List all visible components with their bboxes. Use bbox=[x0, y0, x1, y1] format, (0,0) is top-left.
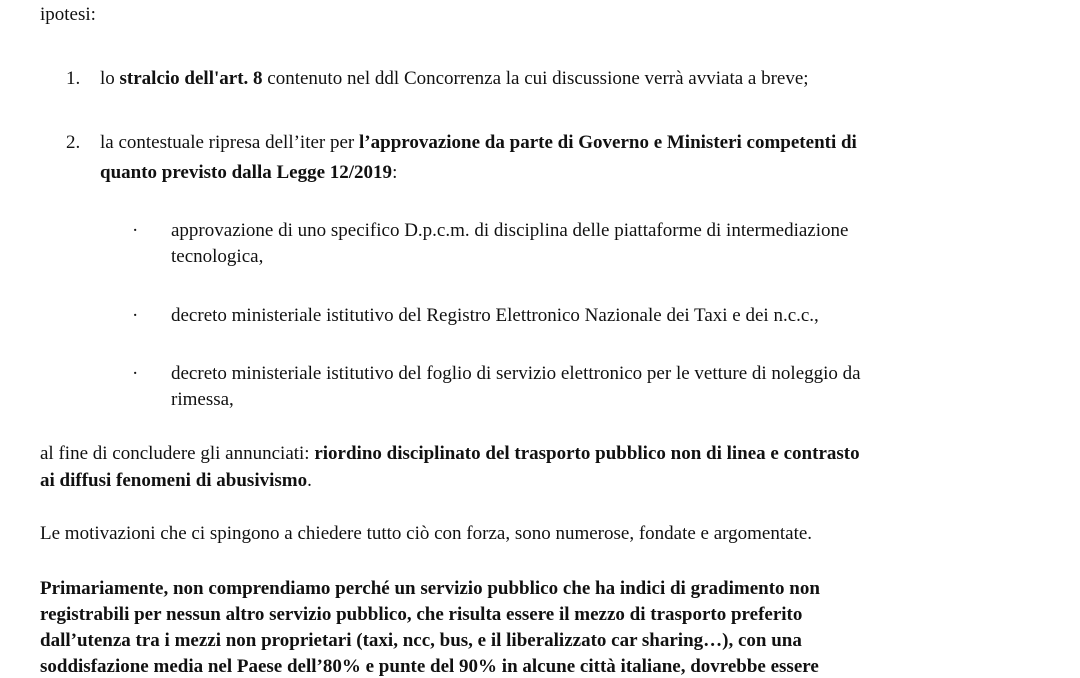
bullet-item-line: decreto ministeriale istitutivo del foglio di servizio elettronico per le vetture di noleggio da bbox=[171, 363, 861, 384]
bullet-item-line: decreto ministeriale istitutivo del Registro Elettronico Nazionale dei Taxi e dei n.c.c., bbox=[171, 305, 819, 326]
bullet-item-line: rimessa, bbox=[171, 389, 234, 410]
list-item-text: lo bbox=[100, 68, 120, 89]
bullet-item-line: approvazione di uno specifico D.p.c.m. di disciplina delle piattaforme di intermediazione bbox=[171, 220, 849, 241]
primary-paragraph-line: soddisfazione media nel Paese dell’80% e punte del 90% in alcune città italiane, dovrebbe essere bbox=[40, 656, 819, 677]
bullet-symbol: · bbox=[132, 305, 139, 326]
list-item-text: la contestuale ripresa dell’iter per bbox=[100, 132, 360, 153]
list-item-2-line-1 bbox=[100, 132, 857, 154]
primary-paragraph-line: dall’utenza tra i mezzi non proprietari (taxi, ncc, bus, e il liberalizzato car sharing…), con una bbox=[40, 630, 802, 651]
bullet-item-line: tecnologica, bbox=[171, 246, 264, 267]
bullet-symbol: · bbox=[132, 363, 139, 384]
primary-paragraph-line: Primariamente, non comprendiamo perché un servizio pubblico che ha indici di gradimento non bbox=[40, 578, 820, 599]
list-item-bold: quanto previsto dalla Legge 12/2019 bbox=[100, 162, 393, 183]
bullet-symbol: · bbox=[132, 220, 139, 241]
paragraph-bold: riordino disciplinato del trasporto pubblico non di linea e contrasto bbox=[314, 443, 860, 464]
intro-line: ipotesi: bbox=[40, 4, 96, 25]
list-item-text: : bbox=[392, 162, 398, 183]
list-number: 2. bbox=[66, 132, 81, 153]
paragraph-text: . bbox=[307, 470, 312, 491]
list-item-text: contenuto nel ddl Concorrenza la cui discussione verrà avviata a breve; bbox=[262, 68, 809, 89]
list-item-bold: stralcio dell'art. 8 bbox=[119, 68, 263, 89]
closing-line-2 bbox=[40, 470, 312, 492]
primary-paragraph-line: registrabili per nessun altro servizio pubblico, che risulta essere il mezzo di trasporto preferito bbox=[40, 604, 803, 625]
paragraph-text: al fine di concludere gli annunciati: bbox=[40, 443, 315, 464]
closing-line-1 bbox=[40, 443, 860, 465]
motivations-paragraph: Le motivazioni che ci spingono a chiedere tutto ciò con forza, sono numerose, fondate e argomentate. bbox=[40, 523, 813, 544]
paragraph-bold: ai diffusi fenomeni di abusivismo bbox=[40, 470, 308, 491]
list-item-2-line-2 bbox=[100, 162, 397, 184]
list-item-1 bbox=[100, 68, 809, 90]
list-item-bold: l’approvazione da parte di Governo e Ministeri competenti di bbox=[359, 132, 857, 153]
list-number: 1. bbox=[66, 68, 81, 89]
